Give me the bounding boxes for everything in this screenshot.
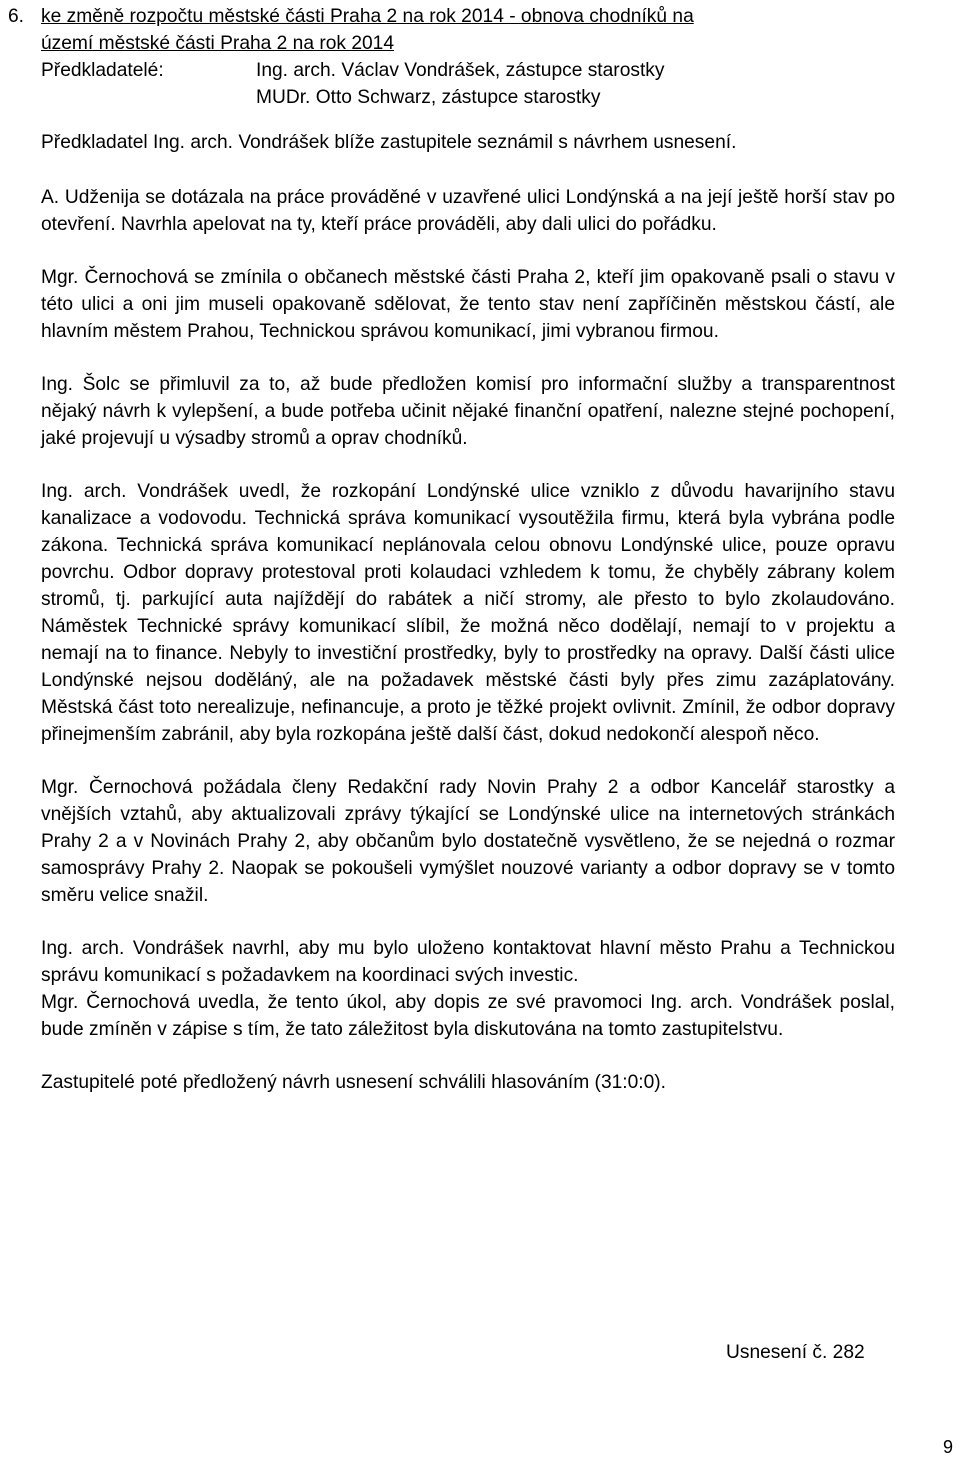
paragraph-udzenija: A. Udženija se dotázala na práce prováděné v uzavřené ulici Londýnská a na její ještě horší stav po otevření. Navrhla apelovat na ty, kteří práce prováděli, aby dali ulici do pořádku. — [41, 187, 895, 235]
presenters-label: Předkladatelé: — [41, 60, 164, 81]
presenters-row — [41, 57, 891, 84]
paragraph-vote: Zastupitelé poté předložený návrh usnesení schválili hlasováním (31:0:0). — [41, 1072, 667, 1093]
page-number: 9 — [942, 1437, 953, 1457]
minutes-body — [41, 129, 895, 1096]
paragraph-vondrasek-2: Ing. arch. Vondrášek navrhl, aby mu bylo uloženo kontaktovat hlavní město Prahu a Technickou správu komunikací s požadavkem na koordinaci svých investic. — [41, 938, 895, 986]
paragraph-presenter-intro: Předkladatel Ing. arch. Vondrášek blíže zastupitele seznámil s návrhem usnesení. — [41, 132, 737, 153]
item-number: 6. — [8, 6, 25, 27]
paragraph-vondrasek-1: Ing. arch. Vondrášek uvedl, že rozkopání Londýnské ulice vzniklo z důvodu havarijního stavu kanalizace a vodovodu. Technická správa komunikací vysoutěžila firmu, která byla vybrána podle zákona. Technická správa komunikací neplánovala celou obnovu Londýnské ulice, pouze opravu povrchu. Odbor dopravy protestoval proti kolaudaci vzhledem k tomu, že chyběly zábrany kolem stromů, tj. parkující auta najíždějí do rabátek a ničí stromy, ale přesto to bylo zkolaudováno. Náměstek Technické správy komunikací slíbil, že možná něco dodělají, nemají to v projektu a nemají na to finance. Nebyly to investiční prostředky, byly to prostředky na opravy. Další části ulice Londýnské nejsou doděláný, ale na požadavek městské části byly přes zimu zazáplatovány. Městská část toto nerealizuje, nefinancuje, a proto je těžké projekt ovlivnit. Zmínil, že odbor dopravy přinejmenším zabránil, aby byla rozkopána ještě další část, dokud nedokončí alespoň něco. — [41, 481, 895, 745]
resolution-number: Usnesení č. 282 — [726, 1342, 865, 1363]
item-header — [41, 3, 891, 111]
item-title-line-2: území městské části Praha 2 na rok 2014 — [41, 33, 395, 54]
presenter-1: Ing. arch. Václav Vondrášek, zástupce starostky — [256, 60, 665, 81]
presenter-2: MUDr. Otto Schwarz, zástupce starostky — [256, 87, 601, 108]
paragraph-cernochova-1: Mgr. Černochová se zmínila o občanech městské části Praha 2, kteří jim opakovaně psali o stavu v této ulici a oni jim museli opakovaně sdělovat, že tento stav není zapříčiněn městskou částí, ale hlavním městem Prahou, Technickou správou komunikací, jimi vybranou firmou. — [41, 267, 895, 342]
paragraph-cernochova-2: Mgr. Černochová požádala členy Redakční rady Novin Prahy 2 a odbor Kancelář starostky a vnějších vztahů, aby aktualizovali zprávy týkající se Londýnské ulice na internetových stránkách Prahy 2 a v Novinách Prahy 2, aby občanům bylo dostatečně vysvětleno, že se nejedná o rozmar samosprávy Prahy 2. Naopak se pokoušeli vymýšlet nouzové varianty a odbor dopravy se v tomto směru velice snažil. — [41, 777, 895, 906]
paragraph-cernochova-3: Mgr. Černochová uvedla, že tento úkol, aby dopis ze své pravomoci Ing. arch. Vondrášek poslal, bude zmíněn v zápise s tím, že tato záležitost byla diskutována na tomto zastupitelstvu. — [41, 992, 895, 1040]
item-title-line-1: ke změně rozpočtu městské části Praha 2 na rok 2014 - obnova chodníků na — [41, 6, 694, 27]
paragraph-solc: Ing. Šolc se přimluvil za to, až bude předložen komisí pro informační služby a transparentnost nějaký návrh k vylepšení, a bude potřeba učinit nějaké finanční opatření, nalezne stejné pochopení, jaké projevují u výsadby stromů a oprav chodníků. — [41, 374, 895, 449]
